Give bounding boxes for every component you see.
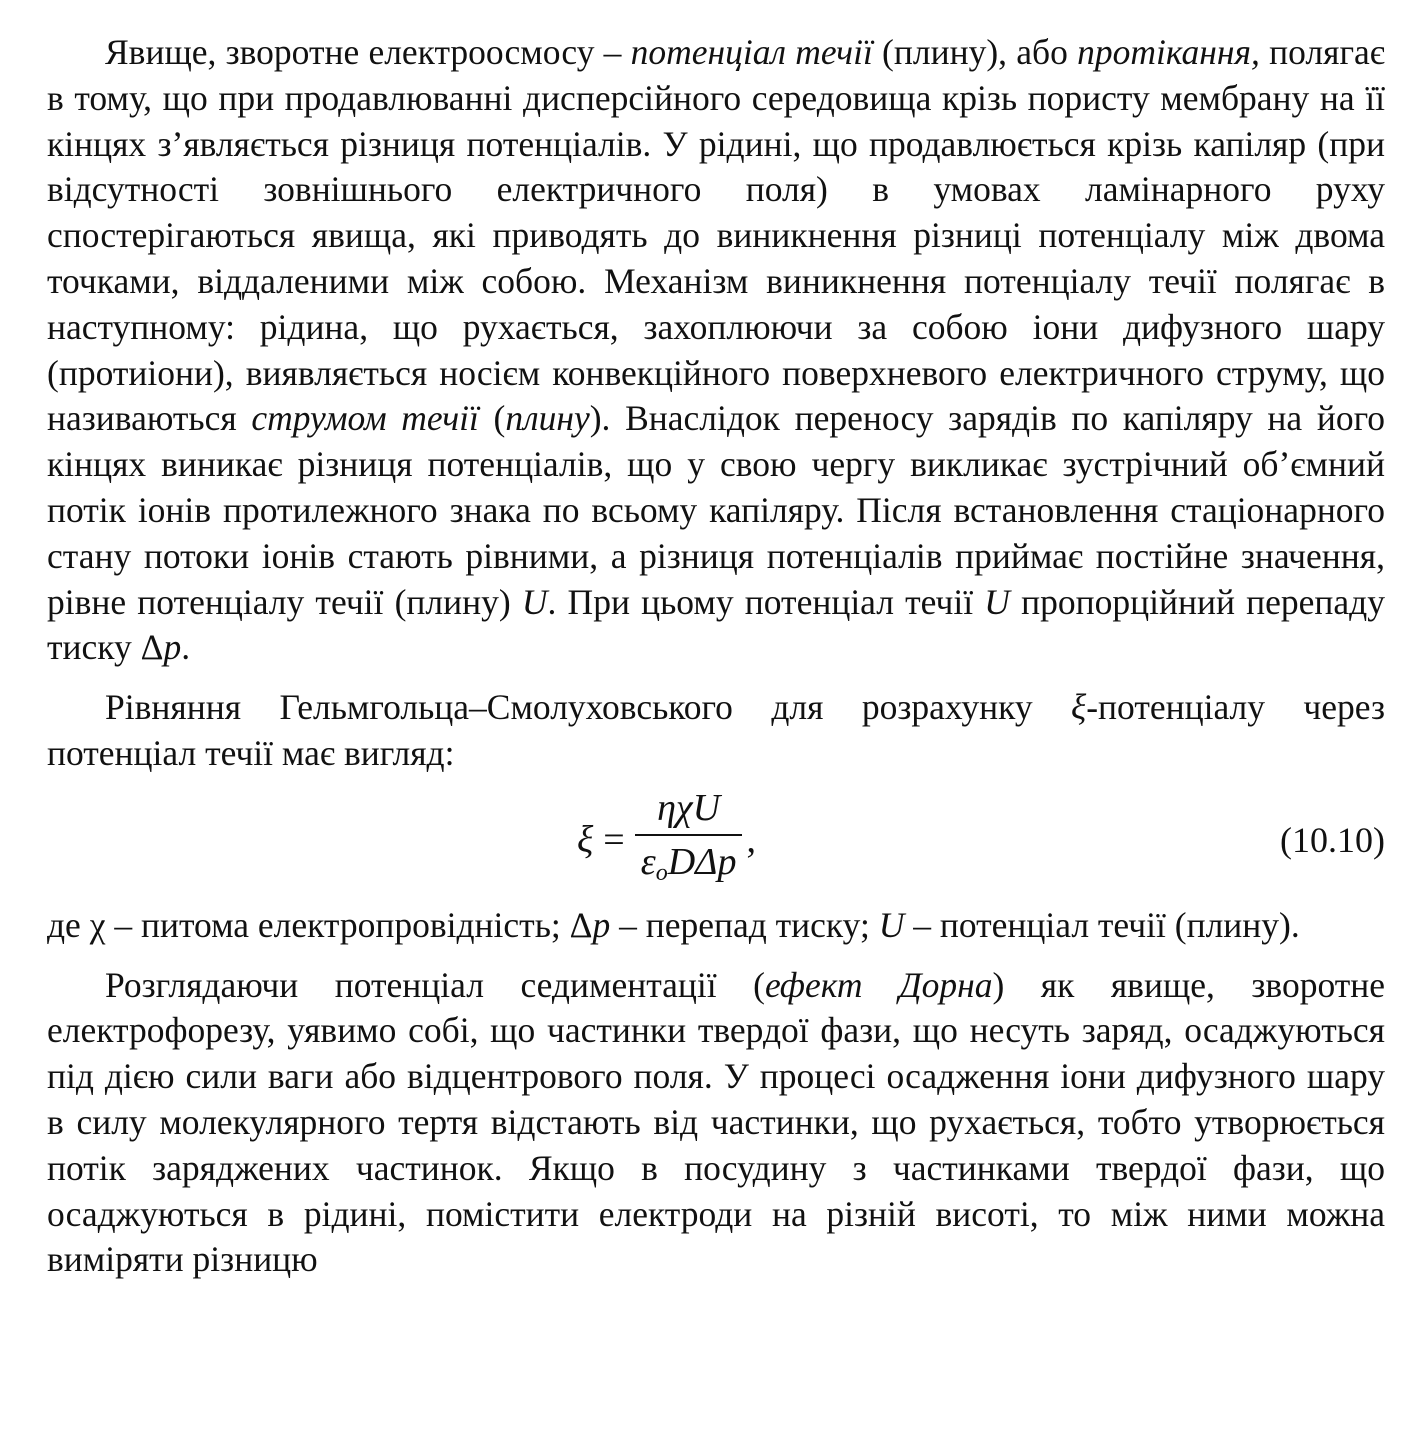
term-plyn: плину bbox=[505, 398, 590, 439]
term-flow: протікання, bbox=[1077, 32, 1260, 72]
text-run: полягає в тому, що при продавлюванні дисперсійного середовища крізь пористу мембрану на її кінцях з’являється різниця потенціалів. У рідині, що продавлюється крізь капіляр (при відсутності зовнішнього електричного поля) в умовах ламінарного руху спостерігаються явища, які приводять до виникнення різниці потенціалу між двома точками, віддаленими між собою. Механізм виникнення потенціалу течії полягає в наступному: рідина, що рухається, захоплюючи за собою іони дифузного шару (протиіони), виявляється носієм конвекційного поверхневого електричного струму, що називаються bbox=[47, 32, 1385, 439]
term-streaming-potential: потенціал течії bbox=[630, 32, 873, 72]
formula-equals: = bbox=[603, 818, 625, 861]
text-run: -потенціалу через потенціал течії має вигляд: bbox=[47, 687, 1385, 773]
paragraph-helmholtz bbox=[47, 685, 1385, 777]
text-run: Рівняння Гельмгольца–Смолуховського для розрахунку bbox=[105, 687, 1072, 728]
text-run: де χ – питома електропровідність; Δ bbox=[47, 904, 593, 945]
formula-lhs: ξ bbox=[577, 818, 594, 861]
formula-denominator: $\varepsilon_oD\Delta p$ bbox=[640, 841, 737, 887]
document-page bbox=[47, 30, 1385, 1283]
paragraph-sedimentation bbox=[47, 963, 1385, 1284]
text-run: (плину), або bbox=[872, 32, 1078, 72]
text-run: пропорційний перепаду тиску Δ bbox=[47, 581, 1385, 668]
text-run: – перепад тиску; bbox=[610, 904, 879, 945]
text-run: ( bbox=[478, 398, 506, 439]
formula-numerator: ηχU bbox=[657, 787, 721, 830]
symbol-u: U bbox=[521, 581, 548, 622]
text-run: Явище, зворотне електроосмосу – bbox=[105, 32, 631, 72]
equation-10-10 bbox=[47, 783, 1385, 899]
text-run: ) як явище, зворотне електрофорезу, уявимо собі, що частинки твердої фази, що несуть заряд, осаджуються під дією сили ваги або відцентрового поля. У процесі осадження іони дифузного шару в силу молекулярного тертя відстають від частинки, що рухається, тобто утворюється потік заряджених частинок. Якщо в посудину з частинками твердої фази, що осаджуються в рідині, помістити електроди на різній висоті, то між ними можна виміряти різницю bbox=[47, 964, 1385, 1280]
paragraph-legend bbox=[47, 903, 1385, 949]
text-run: – потенціал течії (плину). bbox=[904, 904, 1300, 945]
equation-number: (10.10) bbox=[1280, 819, 1385, 860]
symbol-u: U bbox=[984, 581, 1010, 622]
paragraph-streaming-potential bbox=[47, 30, 1385, 671]
term-streaming-current: струмом течії bbox=[251, 398, 479, 439]
formula-comma: , bbox=[746, 818, 756, 861]
text-run: . bbox=[181, 627, 191, 668]
formula-fraction bbox=[635, 784, 743, 897]
formula bbox=[577, 783, 756, 899]
text-run: Розглядаючи потенціал седиментації ( bbox=[105, 964, 765, 1005]
symbol-xi: ξ bbox=[1071, 687, 1087, 728]
symbol-u: U bbox=[878, 904, 905, 945]
text-run: . При цьому потенціал течії bbox=[547, 581, 985, 622]
term-dorn-effect: ефект Дорна bbox=[764, 964, 993, 1005]
text-run: ). Внаслідок переносу зарядів по капіляру на його кінцях виникає різниця потенціалів, що у свою чергу викликає зустрічний об’ємний потік іонів протилежного знака по всьому капіляру. Після встановлення стаціонарного стану потоки іонів стають рівними, а різниця потенціалів приймає постійне значення, рівне потенціалу течії (плину) bbox=[47, 398, 1385, 622]
symbol-p: p bbox=[163, 627, 182, 668]
symbol-p: p bbox=[592, 904, 611, 945]
